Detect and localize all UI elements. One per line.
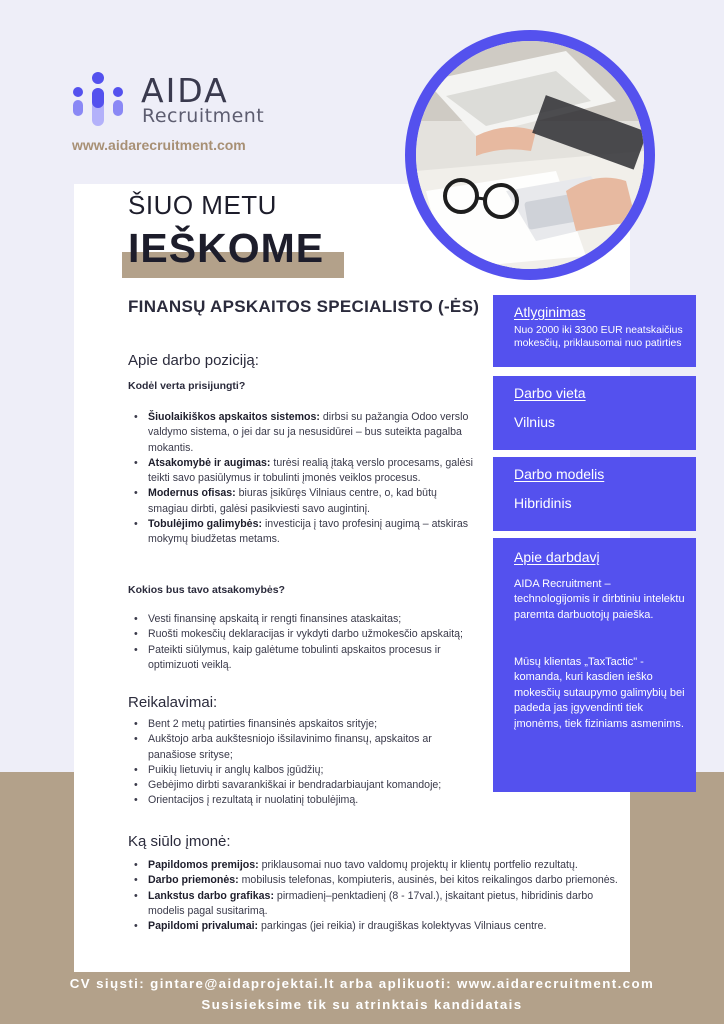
offer-heading: Ką siūlo įmonė:	[128, 833, 231, 850]
list-item: • Darbo priemonės: mobilusis telefonas, kompiuteris, ausinės, bei kitos reikalingos darbo priemonės.	[128, 873, 628, 888]
job-title: FINANSŲ APSKAITOS SPECIALISTO (-ĖS)	[128, 297, 480, 316]
footer-note: Susisieksime tik su atrinktais kandidatais	[201, 997, 523, 1012]
work-model-value: Hibridinis	[514, 495, 572, 511]
list-item: • Modernus ofisas: biuras įsikūręs Vilniaus centre, o, kad būtų smagiau dirbti, galėsi pasikviesti savo augintinį.	[128, 486, 473, 517]
salary-value: Nuo 2000 iki 3300 EUR neatskaičius mokesčių, priklausomai nuo patirties	[514, 325, 683, 349]
list-item: • Lankstus darbo grafikas: pirmadienį–penktadienį (8 - 17val.), įskaitant pietus, hibridinis darbo modelis pagal susitarimą.	[128, 889, 628, 920]
list-item: • Papildomi privalumai: parkingas (jei reikia) ir draugiškas kolektyvas Vilniaus centre.	[128, 919, 628, 934]
responsibilities-list	[128, 612, 483, 673]
offer-list	[128, 858, 628, 934]
list-item: • Puikių lietuvių ir anglų kalbos įgūdžių;	[128, 763, 473, 778]
list-item: • Pateikti siūlymus, kaip galėtume tobulinti apskaitos procesus ir optimizuoti veiklą.	[128, 643, 483, 674]
office-photo	[416, 41, 644, 269]
location-value: Vilnius	[514, 414, 555, 430]
list-item: • Tobulėjimo galimybės: investicija į tavo profesinį augimą – atskiras mokymų biudžetas metams.	[128, 517, 473, 548]
list-item: • Papildomos premijos: priklausomai nuo tavo valdomų projektų ir klientų portfelio rezultatų.	[128, 858, 628, 873]
salary-panel	[493, 295, 696, 367]
headline-line1: ŠIUO METU	[128, 190, 277, 220]
list-item: • Šiuolaikiškos apskaitos sistemos: dirbsi su pažangia Odoo verslo valdymo sistema, o jei dar su ja nesusidūrei – bus suteikta pagalba mokantis.	[128, 410, 473, 456]
aida-logo-icon	[70, 70, 126, 128]
list-item: • Atsakomybė ir augimas: turėsi realią įtaką verslo procesams, galėsi teikti savo pasiūlymus ir tobulinti įmonės veiklos procesus.	[128, 456, 473, 487]
list-item: • Ruošti mokesčių deklaracijas ir vykdyti darbo užmokesčio apskaitą;	[128, 627, 483, 642]
employer-text-2: Mūsų klientas „TaxTactic" - komanda, kuri kasdien ieško mokesčių sutaupymo galimybių bei padeda jas įgyvendinti tiek įmonėms, tiek fiziniams asmenims.	[514, 656, 685, 730]
why-join-heading: Kodėl verta prisijungti?	[128, 380, 246, 392]
desk-illustration	[416, 41, 644, 269]
salary-heading: Atlyginimas	[514, 304, 586, 320]
location-panel	[493, 376, 696, 450]
responsibilities-heading: Kokios bus tavo atsakomybės?	[128, 584, 285, 596]
requirements-heading: Reikalavimai:	[128, 694, 218, 711]
employer-panel	[493, 538, 696, 792]
requirements-list	[128, 717, 473, 809]
list-item: • Vesti finansinę apskaitą ir rengti finansines ataskaitas;	[128, 612, 483, 627]
footer-contact: CV siųsti: gintare@aidaprojektai.lt arba aplikuoti: www.aidarecruitment.com	[69, 976, 655, 991]
work-model-panel	[493, 457, 696, 531]
about-heading: Apie darbo poziciją:	[128, 352, 259, 369]
list-item: • Orientacijos į rezultatą ir nuolatinį tobulėjimą.	[128, 793, 473, 808]
location-heading: Darbo vieta	[514, 385, 586, 401]
headline-line2: IEŠKOME	[128, 225, 325, 271]
employer-text-1: AIDA Recruitment – technologijomis ir dirbtiniu intelektu paremta darbuotojų paieška.	[514, 578, 685, 621]
work-model-heading: Darbo modelis	[514, 466, 605, 482]
list-item: • Gebėjimo dirbti savarankiškai ir bendradarbiaujant komandoje;	[128, 778, 473, 793]
list-item: • Aukštojo arba aukštesniojo išsilavinimo finansų, apskaitos ar panašiose srityse;	[128, 732, 473, 763]
why-join-list	[128, 410, 473, 548]
website-link[interactable]: www.aidarecruitment.com	[72, 137, 246, 153]
brand-subtitle: Recruitment	[142, 105, 265, 127]
employer-heading: Apie darbdavį	[514, 549, 600, 565]
brand-name: AIDA	[141, 71, 229, 110]
list-item: • Bent 2 metų patirties finansinės apskaitos srityje;	[128, 717, 473, 732]
